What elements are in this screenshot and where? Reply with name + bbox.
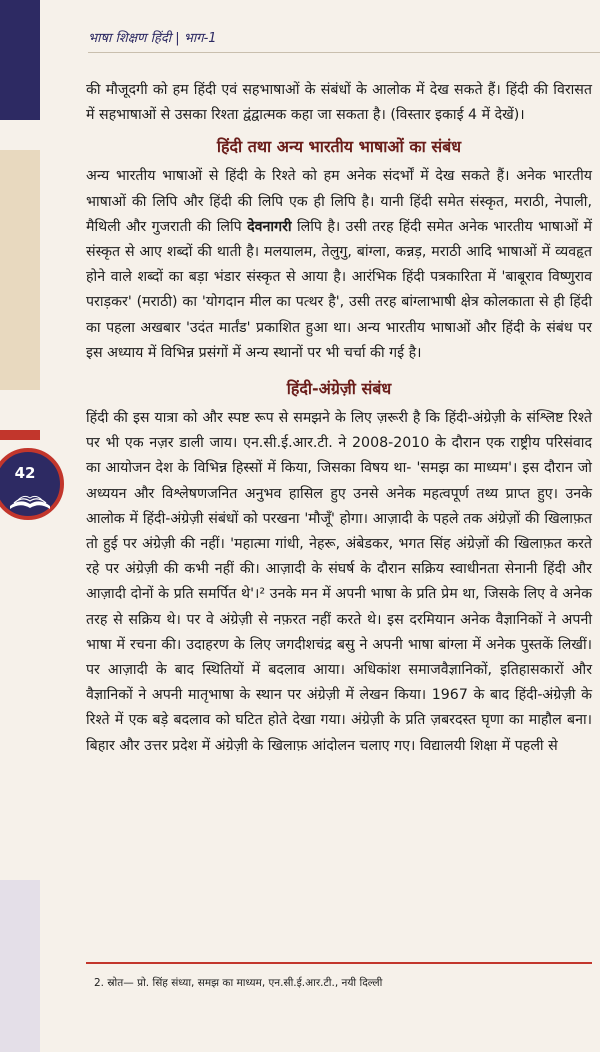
- header-rule: [88, 52, 600, 53]
- footnote: 2. स्रोत— प्रो. सिंह संध्या, समझ का माध्यम, एन.सी.ई.आर.टी., नयी दिल्ली: [94, 977, 383, 989]
- margin-band-bottom: [0, 880, 40, 1052]
- section1-text-a: अन्य भारतीय भाषाओं से हिंदी के रिश्ते को हम अनेक संदर्भों में देख सकते हैं। अनेक भारतीय भाषाओं की लिपि और हिंदी की लिपि एक ही लिपि है। यानी हिंदी समेत संस्कृत, मराठी, नेपाली, मैथिली और गुजराती की लिपि: [86, 168, 592, 235]
- margin-band-accent: [0, 430, 40, 440]
- section1-text-b: लिपि है। उसी तरह हिंदी समेत अनेक भारतीय भाषाओं में संस्कृत से आए शब्दों की थाती है। मलयालम, तेलुगु, बांग्ला, कन्नड़, मराठी आदि भाषाओं में व्यवहृत होने वाले शब्दों का बड़ा भंडार संस्कृत से आया है। आरंभिक हिंदी पत्रकारिता में 'बाबूराव विष्णुराव पराड़कर' (मराठी) का 'योगदान मील का पत्थर है', उसी तरह बांग्लाभाषी क्षेत्र कोलकाता से ही हिंदी का पहला अखबार 'उदंत मार्तंड' प्रकाशित हुआ था। अन्य भारतीय भाषाओं और हिंदी के संबंध पर इस अध्याय में विभिन्न प्रसंगों में अन्य स्थानों पर भी चर्चा की गई है।: [86, 218, 592, 361]
- section-heading-indian-languages: हिंदी तथा अन्य भारतीय भाषाओं का संबंध: [216, 137, 462, 157]
- open-book-icon: [8, 488, 52, 510]
- intro-paragraph: की मौजूदगी को हम हिंदी एवं सहभाषाओं के संबंधों के आलोक में देख सकते हैं। हिंदी की विरासत में सहभाषाओं से उसका रिश्ता द्वंद्वात्मक कहा जा सकता है। (विस्तार इकाई 4 में देखें)।: [86, 82, 592, 124]
- section2-paragraph: हिंदी की इस यात्रा को और स्पष्ट रूप से समझने के लिए ज़रूरी है कि हिंदी-अंग्रेज़ी के संश्लिष्ट रिश्ते पर भी एक नज़र डाली जाय। एन.सी.ई.आर.टी. ने 2008-2010 के दौरान एक राष्ट्रीय परिसंवाद का आयोजन देश के विभिन्न हिस्सों में किया, जिसका विषय था- 'समझ का माध्यम'। इस दौरान जो अध्ययन और विश्लेषणजनित अनुभव हासिल हुए उनसे अनेक महत्वपूर्ण तथ्य प्राप्त हुए। उनके आलोक में हिंदी-अंग्रेज़ी संबंधों को परखना 'मौजूँ' होगा। आज़ादी के पहले तक अंग्रेज़ों की खिलाफ़त तो हुई पर अंग्रेज़ी की नहीं। 'महात्मा गांधी, नेहरू, अंबेडकर, भगत सिंह अंग्रेज़ों की खिलाफ़त करते रहे पर अंग्रेज़ी की कभी नहीं की। आज़ादी के संघर्ष के दौरान सक्रिय स्वाधीनता सेनानी हिंदी और आज़ादी दोनों के प्रति समर्पित थे'।² उनके मन में अपनी भाषा के प्रति प्रेम था, जिसके लिए वे अनेक तरह से सक्रिय थे। पर वे अंग्रेज़ी से नफ़रत नहीं करते थे। इस दरमियान अनेक वैज्ञानिकों ने अपनी भाषा में रचना की। उदाहरण के लिए जगदीशचंद्र बसु ने अपनी भाषा बांग्ला में अनेक पुस्तकें लिखीं। पर आज़ादी के बाद स्थितियों में बदलाव आया। अधिकांश समाजवैज्ञानिकों, इतिहासकारों और वैज्ञानिकों ने अपनी मातृभाषा के स्थान पर अंग्रेज़ी में लेखन किया। 1967 के बाद हिंदी-अंग्रेज़ी के रिश्ते में एक बड़े बदलाव को घटित होते देखा गया। अंग्रेज़ी के प्रति ज़बरदस्त घृणा का माहौल बना। बिहार और उत्तर प्रदेश में अंग्रेज़ी के खिलाफ़ आंदोलन चलाए गए। विद्यालयी शिक्षा में पहली से: [86, 410, 592, 754]
- margin-band-top: [0, 0, 40, 120]
- main-text: [86, 78, 592, 759]
- footnote-rule: [86, 962, 592, 964]
- page-number: 42: [14, 464, 36, 482]
- margin-band-pattern: [0, 150, 40, 390]
- section1-paragraph: [86, 164, 592, 366]
- page-number-badge: [0, 448, 64, 520]
- running-head: भाषा शिक्षण हिंदी | भाग-1: [88, 31, 217, 46]
- section-heading-hindi-english: हिंदी-अंग्रेज़ी संबंध: [286, 379, 392, 399]
- devanagari-term: देवनागरी: [247, 218, 292, 235]
